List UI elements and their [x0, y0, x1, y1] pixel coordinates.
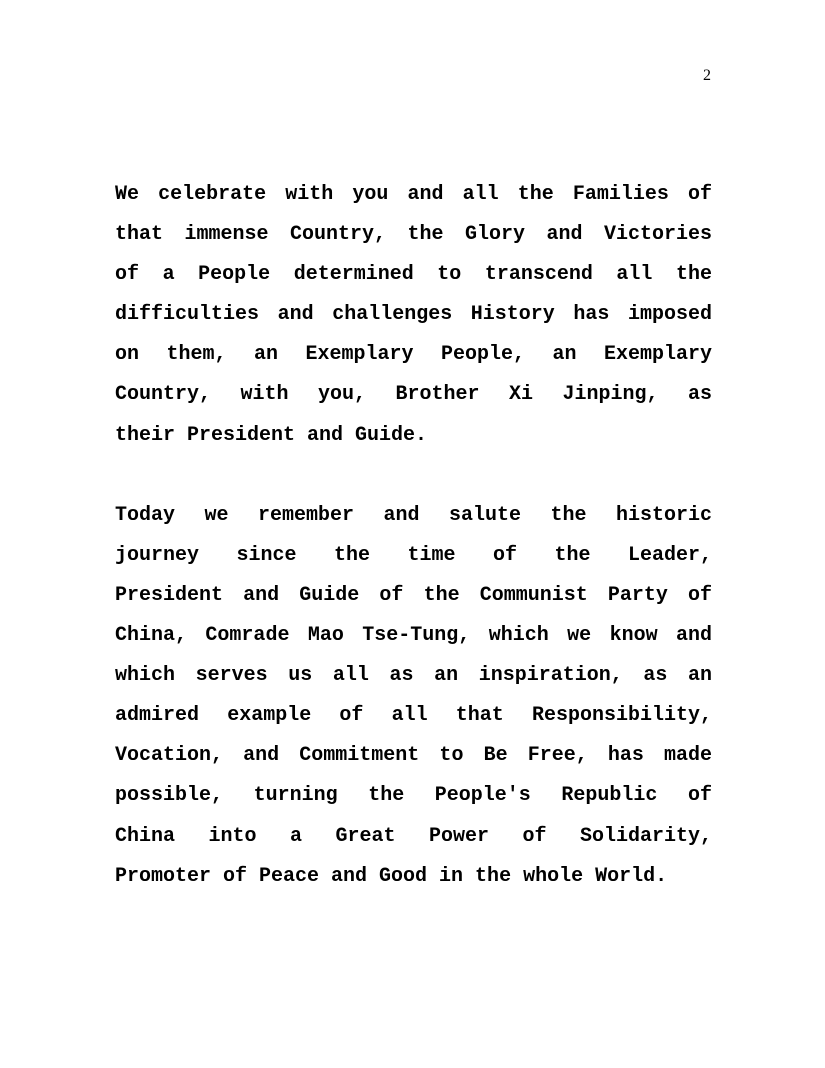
document-body — [115, 175, 712, 897]
paragraph-line: Country, with you, Brother Xi Jinping, as — [115, 383, 712, 407]
paragraph-line: on them, an Exemplary People, an Exemplary — [115, 343, 712, 367]
paragraph-line: Today we remember and salute the historic — [115, 503, 712, 527]
paragraph-line: journey since the time of the Leader, — [115, 543, 712, 567]
paragraph-historic-journey — [115, 496, 712, 897]
paragraph-spacer — [115, 456, 712, 496]
paragraph-line: China into a Great Power of Solidarity, — [115, 824, 712, 848]
paragraph-line: which serves us all as an inspiration, as an — [115, 664, 712, 688]
paragraph-line: admired example of all that Responsibility, — [115, 704, 712, 728]
paragraph-celebration — [115, 175, 712, 456]
paragraph-line: Vocation, and Commitment to Be Free, has made — [115, 744, 712, 768]
paragraph-line: possible, turning the People's Republic of — [115, 784, 712, 808]
paragraph-line: Promoter of Peace and Good in the whole World. — [115, 864, 668, 888]
paragraph-line: that immense Country, the Glory and Victories — [115, 223, 712, 247]
paragraph-line: China, Comrade Mao Tse-Tung, which we know and — [115, 624, 712, 648]
paragraph-line: of a People determined to transcend all the — [115, 263, 712, 287]
page-number: 2 — [703, 67, 711, 84]
paragraph-line: We celebrate with you and all the Families of — [115, 183, 712, 206]
paragraph-line: their President and Guide. — [115, 423, 428, 447]
paragraph-line: President and Guide of the Communist Party of — [115, 583, 712, 607]
paragraph-line: difficulties and challenges History has imposed — [115, 303, 712, 327]
